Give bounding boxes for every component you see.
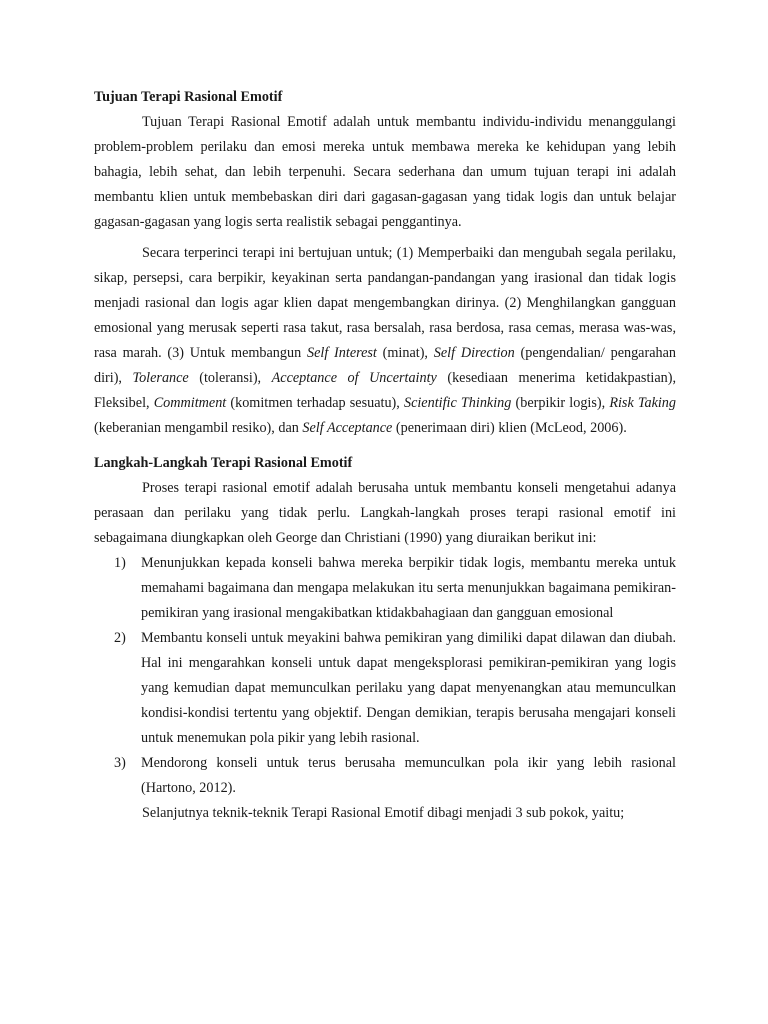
text-run: Secara terperinci terapi ini bertujuan untuk; (1) Memperbaiki dan mengubah segala perilaku, sikap, persepsi, cara berpikir, keyakinan serta pandangan-pandangan yang irasional dan tidak logis menjadi rasional dan logis agar klien dapat mengembangkan dirinya. (2) Menghilangkan gangguan emosional yang merusak seperti rasa takut, rasa bersalah, rasa berdosa, rasa cemas, merasa was-was, rasa marah. (3) Untuk membangun xyxy=(94,245,676,361)
section-heading-langkah: Langkah-Langkah Terapi Rasional Emotif xyxy=(94,455,353,471)
term-self-acceptance: Self Acceptance xyxy=(302,420,393,436)
list-number: 3) xyxy=(114,755,126,771)
text-run: (toleransi), xyxy=(188,370,272,386)
text-run: (komitmen terhadap sesuatu), xyxy=(226,395,404,411)
term-self-direction: Self Direction xyxy=(433,345,515,361)
term-tolerance: Tolerance xyxy=(132,370,189,386)
list-number: 2) xyxy=(114,630,126,646)
paragraph-tujuan-rinci xyxy=(94,241,676,441)
list-item-text: Membantu konseli untuk meyakini bahwa pemikiran yang dimiliki dapat dilawan dan diubah. Hal ini mengarahkan konseli untuk dapat mengeksplorasi pemikiran-pemikiran yang logis yang kemudian dapat memunculkan perilaku yang dapat menyenangkan atau memunculkan kondisi-kondisi tertentu yang objektif. Dengan demikian, terapis berusaha mengajari konseli untuk menemukan pola pikir yang lebih rasional. xyxy=(141,630,676,746)
text-run: (minat), xyxy=(376,345,434,361)
list-item-text: Menunjukkan kepada konseli bahwa mereka berpikir tidak logis, membantu mereka untuk memahami bagaimana dan mengapa melakukan itu serta menunjukkan bagaimana pemikiran-pemikiran yang irasional mengakibatkan ktidakbahagiaan dan gangguan emosional xyxy=(141,555,676,621)
list-item xyxy=(94,751,676,801)
list-item xyxy=(94,626,676,751)
list-number: 1) xyxy=(114,555,126,571)
list-item xyxy=(94,551,676,626)
list-item-text: Mendorong konseli untuk terus berusaha memunculkan pola ikir yang lebih rasional (Hartono, 2012). xyxy=(141,755,676,796)
term-risk-taking: Risk Taking xyxy=(609,395,676,411)
term-commitment: Commitment xyxy=(153,395,227,411)
term-scientific-thinking: Scientific Thinking xyxy=(403,395,512,411)
paragraph-closing: Selanjutnya teknik-teknik Terapi Rasional Emotif dibagi menjadi 3 sub pokok, yaitu; xyxy=(142,805,625,821)
steps-list xyxy=(94,551,676,801)
text-run: (pengendalian/ pengarahan diri), xyxy=(94,345,676,386)
text-run: (penerimaan diri) klien (McLeod, 2006). xyxy=(392,420,627,436)
section-heading-tujuan: Tujuan Terapi Rasional Emotif xyxy=(94,89,283,105)
text-run: (berpikir logis), xyxy=(511,395,610,411)
text-run: (kesediaan menerima ketidakpastian), Fleksibel, xyxy=(94,370,676,411)
term-self-interest: Self Interest xyxy=(306,345,377,361)
term-acceptance-of-uncertainty: Acceptance of Uncertainty xyxy=(271,370,437,386)
paragraph-langkah-intro: Proses terapi rasional emotif adalah berusaha untuk membantu konseli mengetahui adanya perasaan dan perilaku yang tidak perlu. Langkah-langkah proses terapi rasional emotif ini sebagaimana diungkapkan oleh George dan Christiani (1990) yang diuraikan berikut ini: xyxy=(94,480,676,546)
text-run: (keberanian mengambil resiko), dan xyxy=(94,420,303,436)
paragraph-tujuan-intro: Tujuan Terapi Rasional Emotif adalah untuk membantu individu-individu menanggulangi problem-problem perilaku dan emosi mereka untuk membawa mereka ke kehidupan yang lebih bahagia, lebih sehat, dan lebih terpenuhi. Secara sederhana dan umum tujuan terapi ini adalah membantu klien untuk membebaskan diri dari gagasan-gagasan yang tidak logis dan untuk belajar gagasan-gagasan yang logis serta realistik sebagai penggantinya. xyxy=(94,114,676,230)
